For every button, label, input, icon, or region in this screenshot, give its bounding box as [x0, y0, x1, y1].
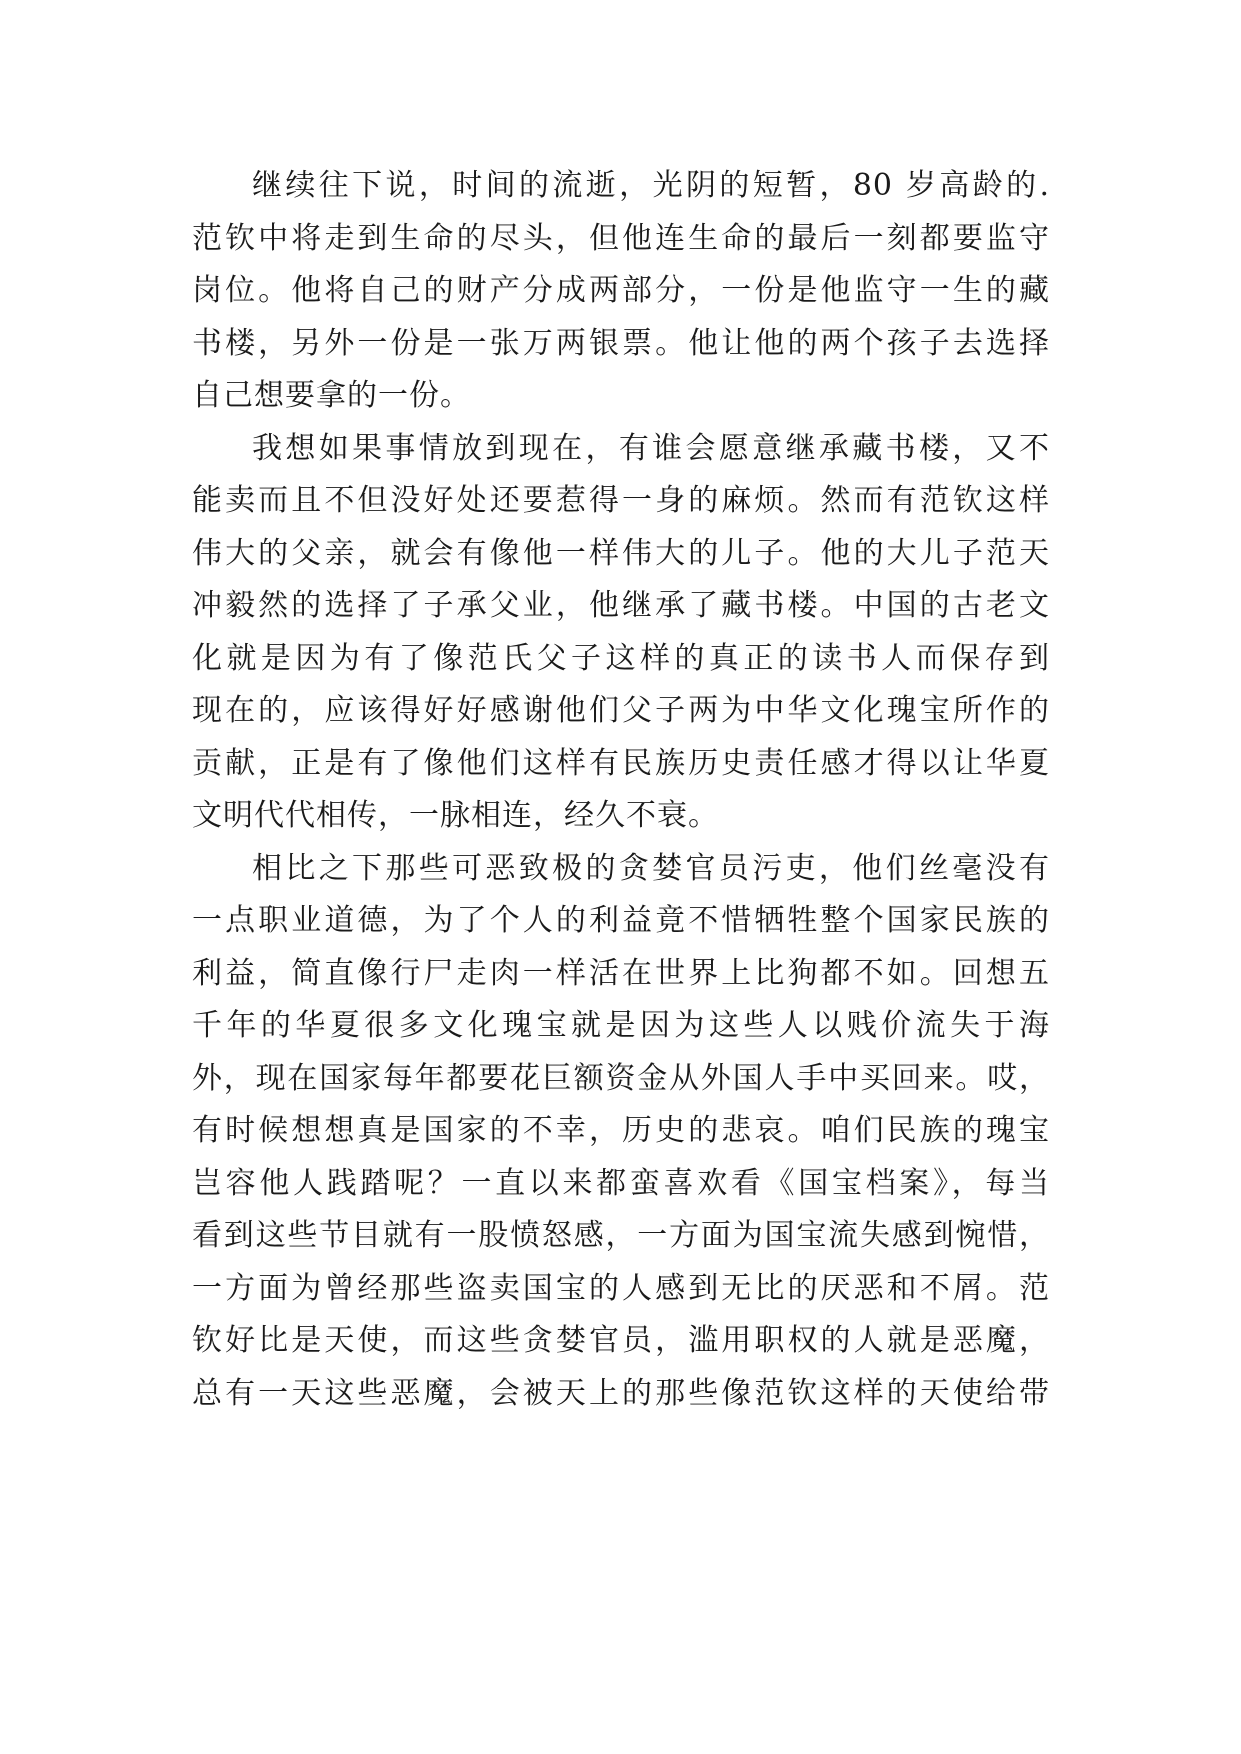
text-line: 一方面为曾经那些盗卖国宝的人感到无比的厌恶和不屑。范 — [192, 1270, 1050, 1306]
text-line: 贡献，正是有了像他们这样有民族历史责任感才得以让华夏 — [192, 745, 1050, 781]
text-line: 化就是因为有了像范氏父子这样的真正的读书人而保存到 — [192, 640, 1050, 676]
text-line: 自己想要拿的一份。 — [192, 378, 471, 413]
text-line: 总有一天这些恶魔，会被天上的那些像范钦这样的天使给带 — [192, 1375, 1050, 1411]
text-line: 伟大的父亲，就会有像他一样伟大的儿子。他的大儿子范天 — [192, 535, 1050, 571]
text-line: 有时候想想真是国家的不幸，历史的悲哀。咱们民族的瑰宝 — [192, 1113, 1050, 1148]
text-line: 岂容他人践踏呢？一直以来都蛮喜欢看《国宝档案》，每当 — [192, 1165, 1050, 1201]
text-line: 外，现在国家每年都要花巨额资金从外国人手中买回来。哎， — [192, 1060, 1050, 1096]
text-line: 岗位。他将自己的财产分成两部分，一份是他监守一生的藏 — [192, 273, 1050, 308]
text-line: 看到这些节目就有一股愤怒感，一方面为国宝流失感到惋惜， — [192, 1218, 1050, 1253]
text-line: 文明代代相传，一脉相连，经久不衰。 — [192, 798, 719, 833]
text-line: 利益，简直像行尸走肉一样活在世界上比狗都不如。回想五 — [192, 955, 1050, 991]
text-line: 钦好比是天使，而这些贪婪官员，滥用职权的人就是恶魔， — [192, 1323, 1050, 1358]
body-text — [192, 160, 1050, 1420]
text-line: 现在的，应该得好好感谢他们父子两为中华文化瑰宝所作的 — [192, 693, 1050, 728]
text-line: 书楼，另外一份是一张万两银票。他让他的两个孩子去选择 — [192, 325, 1050, 361]
text-line: 一点职业道德，为了个人的利益竟不惜牺牲整个国家民族的 — [192, 903, 1050, 938]
text-line: 相比之下那些可恶致极的贪婪官员污吏，他们丝毫没有 — [252, 850, 1050, 886]
text-line: 冲毅然的选择了子承父业，他继承了藏书楼。中国的古老文 — [192, 588, 1050, 623]
text-line: 千年的华夏很多文化瑰宝就是因为这些人以贱价流失于海 — [192, 1008, 1050, 1043]
text-line: 继续往下说，时间的流逝，光阴的短暂，80 岁高龄的. — [252, 168, 1050, 203]
text-line: 范钦中将走到生命的尽头，但他连生命的最后一刻都要监守 — [192, 220, 1050, 256]
text-line: 能卖而且不但没好处还要惹得一身的麻烦。然而有范钦这样 — [192, 483, 1050, 518]
text-line: 我想如果事情放到现在，有谁会愿意继承藏书楼，又不 — [252, 430, 1050, 466]
